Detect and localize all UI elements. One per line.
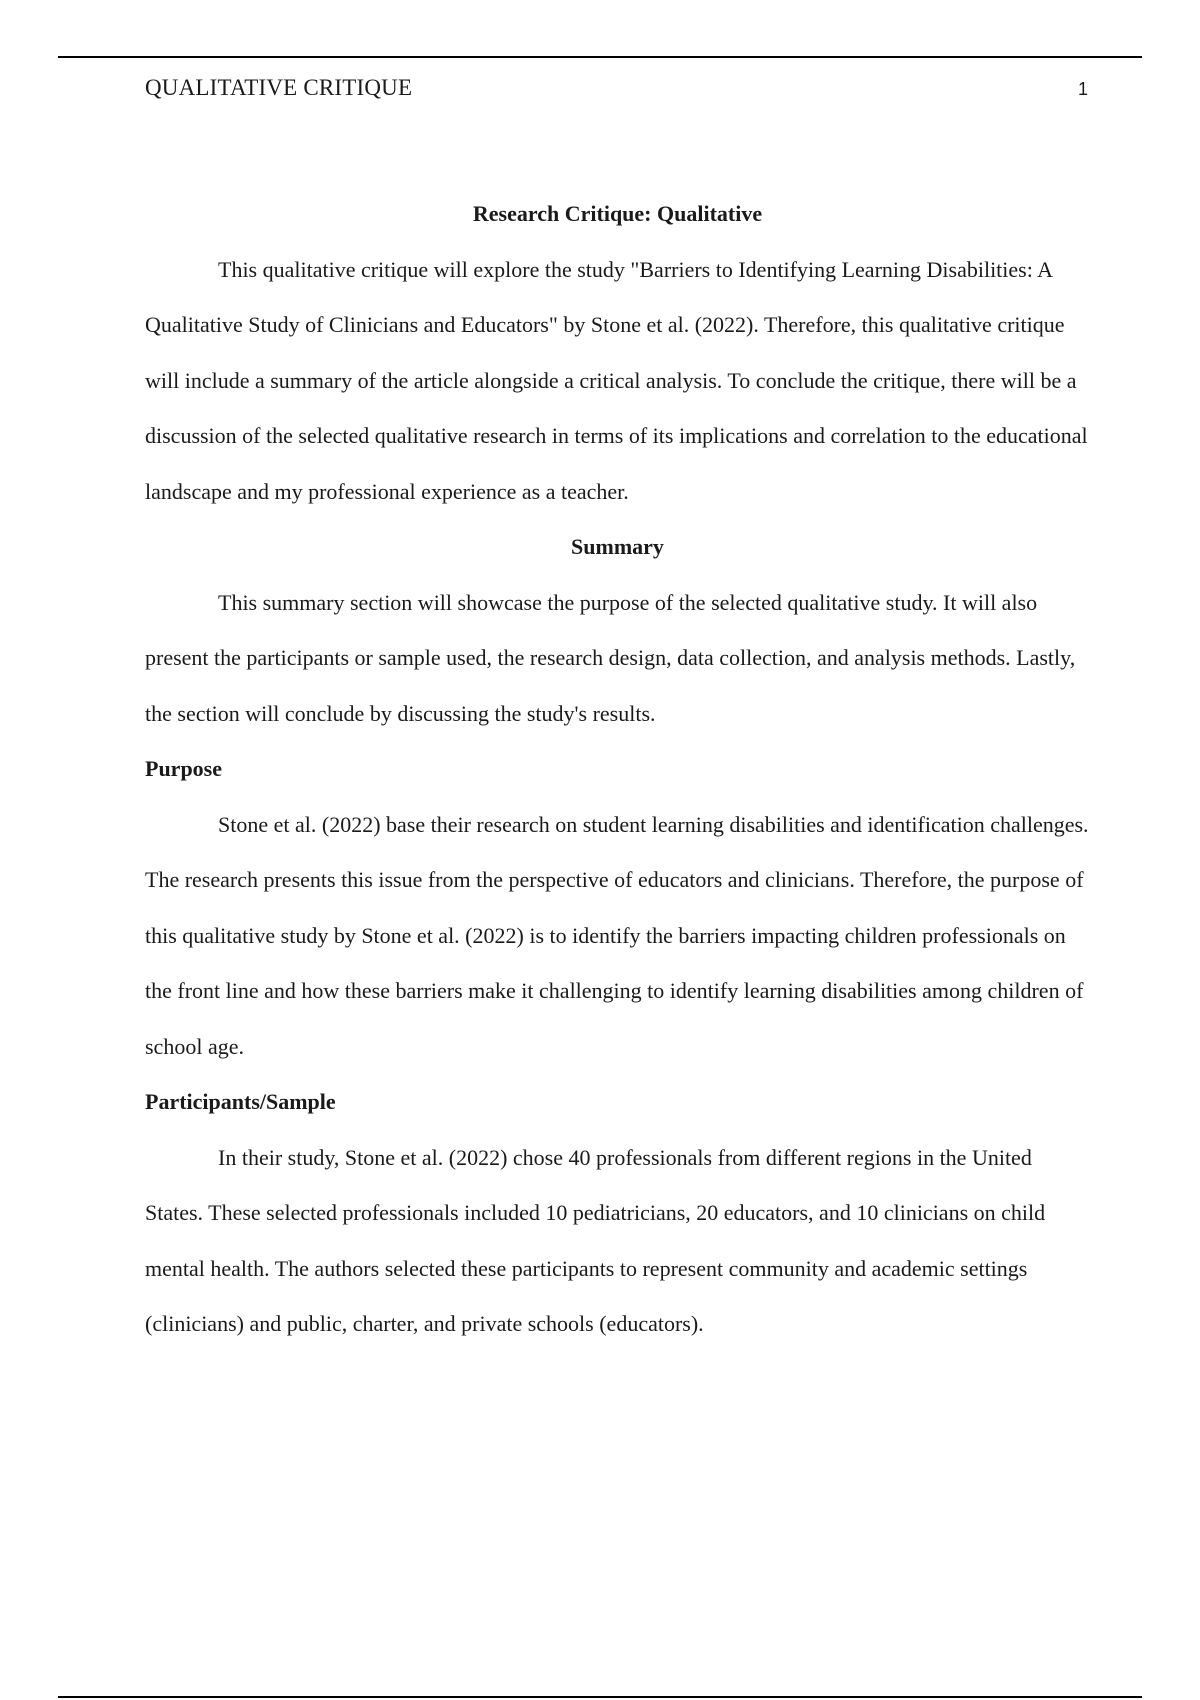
participants-paragraph: In their study, Stone et al. (2022) chose 40 professionals from different regions in the United States. These selected professionals included 10 pediatricians, 20 educators, and 10 clinicians on child mental health. The authors selected these participants to represent community and academic settings (clinicians) and public, charter, and private schools (educators).: [145, 1144, 1046, 1336]
running-head: QUALITATIVE CRITIQUE: [145, 75, 413, 100]
intro-paragraph: This qualitative critique will explore the study "Barriers to Identifying Learning Disabilities: A Qualitative Study of Clinicians and Educators" by Stone et al. (2022). Therefore, this qualitative critique will include a summary of the article alongside a critical analysis. To conclude the critique, there will be a discussion of the selected qualitative research in terms of its implications and correlation to the educational landscape and my professional experience as a teacher.: [145, 256, 1088, 504]
document-body: [145, 186, 1090, 1352]
document-title: Research Critique: Qualitative: [472, 201, 763, 226]
purpose-paragraph: Stone et al. (2022) base their research on student learning disabilities and identification challenges. The research presents this issue from the perspective of educators and clinicians. Therefore, the purpose of this qualitative study by Stone et al. (2022) is to identify the barriers impacting children professionals on the front line and how these barriers make it challenging to identify learning disabilities among children of school age.: [145, 811, 1089, 1059]
purpose-heading: Purpose: [145, 756, 222, 781]
footer-rule: [58, 1696, 1142, 1698]
participants-heading: Participants/Sample: [145, 1089, 336, 1114]
summary-paragraph: This summary section will showcase the purpose of the selected qualitative study. It will also present the participants or sample used, the research design, data collection, and analysis methods. Lastly, the section will conclude by discussing the study's results.: [145, 589, 1076, 726]
header-rule: [58, 56, 1142, 58]
summary-heading: Summary: [571, 534, 664, 559]
page-number: 1: [1077, 79, 1088, 99]
